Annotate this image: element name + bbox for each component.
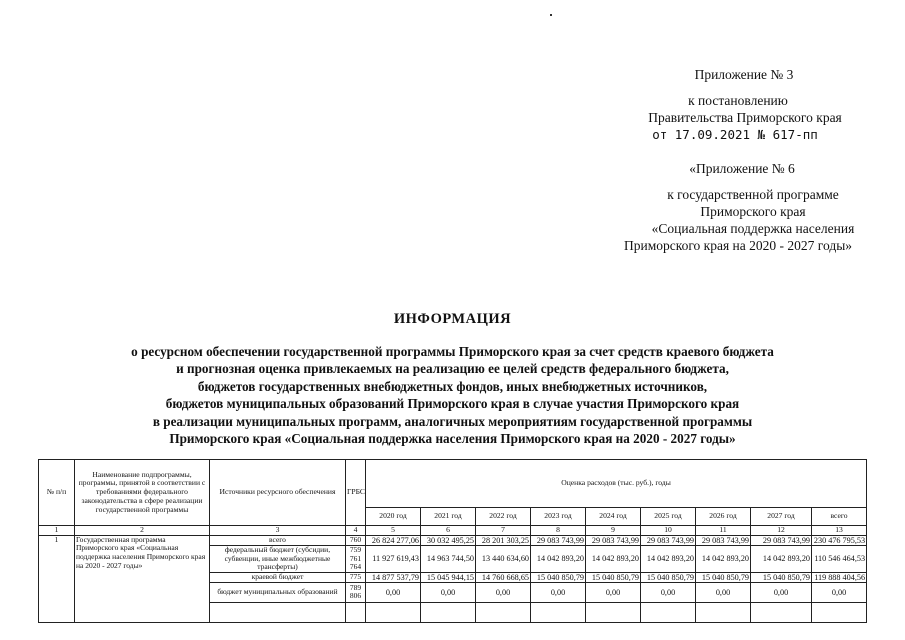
program-ref-block <box>580 186 890 254</box>
value-cell: 14 042 893,20 <box>531 545 586 572</box>
col-number: 6 <box>421 526 476 536</box>
government-name: Правительства Приморского края <box>648 110 842 125</box>
value-cell: 15 040 850,79 <box>586 572 641 582</box>
resolution-ref: к постановлению <box>688 93 788 108</box>
program-name-line2: Приморского края на 2020 - 2027 годы» <box>623 238 853 253</box>
grbs-code: 760 <box>346 535 366 545</box>
col-number: 5 <box>366 526 421 536</box>
header-estimate: Оценка расходов (тыс. руб.), годы <box>366 460 867 508</box>
header-row <box>39 460 867 508</box>
header-year-total: всего <box>812 508 867 526</box>
subtitle-line: о ресурсном обеспечении государственной программы Приморского края за счет средств краевого бюджета <box>131 344 774 359</box>
annex-number: Приложение № 3 <box>694 67 794 82</box>
header-num: № п/п <box>39 460 75 526</box>
col-number: 1 <box>39 526 75 536</box>
header-name: Наименование подпрограммы, программы, принятой в соответствии с требованиями федерального законодательства в сфере реализации государственной программы <box>75 460 210 526</box>
header-year: 2024 год <box>586 508 641 526</box>
program-annex-block <box>580 160 890 177</box>
value-cell: 0,00 <box>531 582 586 602</box>
col-number: 9 <box>586 526 641 536</box>
subtitle-line: и прогнозная оценка привлекаемых на реализацию ее целей средств федерального бюджета, <box>176 361 729 377</box>
empty-cell <box>476 602 531 622</box>
value-cell: 29 083 743,99 <box>641 535 696 545</box>
value-cell: 15 040 850,79 <box>531 572 586 582</box>
annex-block <box>580 66 890 83</box>
value-cell: 26 824 277,06 <box>366 535 421 545</box>
column-number-row <box>39 526 867 536</box>
value-cell: 11 927 619,43 <box>366 545 421 572</box>
value-cell: 0,00 <box>421 582 476 602</box>
header-grbs: ГРБС <box>346 460 366 526</box>
source-label: бюджет муниципальных образований <box>210 582 346 602</box>
program-name: Государственная программа Приморского края «Социальная поддержка населения Приморского края на 2020 - 2027 годы» <box>75 535 210 622</box>
header-year: 2022 год <box>476 508 531 526</box>
program-region-line: Приморского края <box>700 204 806 219</box>
subtitle-line: бюджетов государственных внебюджетных фондов, иных внебюджетных источников, <box>197 378 708 394</box>
value-cell: 0,00 <box>641 582 696 602</box>
header-year: 2020 год <box>366 508 421 526</box>
value-cell: 14 877 537,79 <box>366 572 421 582</box>
col-number: 12 <box>751 526 812 536</box>
empty-cell <box>366 602 421 622</box>
col-number: 10 <box>641 526 696 536</box>
value-cell: 14 042 893,20 <box>696 545 751 572</box>
value-total-cell: 0,00 <box>812 582 867 602</box>
grbs-code: 759 761 764 <box>346 545 366 572</box>
empty-cell <box>531 602 586 622</box>
value-cell: 29 083 743,99 <box>586 535 641 545</box>
empty-cell <box>812 602 867 622</box>
program-ref-line: к государственной программе <box>667 187 839 202</box>
subtitle-line: Приморского края «Социальная поддержка населения Приморского края на 2020 - 2027 годы» <box>169 431 736 447</box>
scan-speck <box>550 14 552 16</box>
header-year: 2025 год <box>641 508 696 526</box>
value-cell: 14 760 668,65 <box>476 572 531 582</box>
value-cell: 15 040 850,79 <box>696 572 751 582</box>
subtitle-line: в реализации муниципальных программ, аналогичных мероприятиям государственной программы <box>152 413 753 429</box>
value-cell: 14 042 893,20 <box>641 545 696 572</box>
value-cell: 28 201 303,25 <box>476 535 531 545</box>
value-cell: 0,00 <box>476 582 531 602</box>
source-label: всего <box>210 535 346 545</box>
value-cell: 29 083 743,99 <box>696 535 751 545</box>
value-cell: 0,00 <box>366 582 421 602</box>
value-total-cell: 110 546 464,53 <box>812 545 867 572</box>
table-row <box>39 535 867 545</box>
header-year: 2026 год <box>696 508 751 526</box>
resolution-date: от 17.09.2021 № 617-пп <box>652 127 818 142</box>
document-title: ИНФОРМАЦИЯ <box>393 311 512 327</box>
header-year: 2021 год <box>421 508 476 526</box>
subtitle-line: бюджетов муниципальных образований Приморского края в случае участия Приморского края <box>165 396 740 412</box>
col-number: 11 <box>696 526 751 536</box>
document-subtitle <box>30 343 875 447</box>
value-cell: 0,00 <box>586 582 641 602</box>
header-sources: Источники ресурсного обеспечения <box>210 460 346 526</box>
source-label: федеральный бюджет (субсидии, субвенции, иные межбюджетные трансферты) <box>210 545 346 572</box>
source-label: краевой бюджет <box>210 572 346 582</box>
resolution-block <box>580 92 890 143</box>
header-year: 2027 год <box>751 508 812 526</box>
empty-cell <box>751 602 812 622</box>
value-cell: 29 083 743,99 <box>751 535 812 545</box>
col-number: 7 <box>476 526 531 536</box>
empty-cell <box>696 602 751 622</box>
empty-cell <box>586 602 641 622</box>
value-cell: 14 042 893,20 <box>586 545 641 572</box>
header-year: 2023 год <box>531 508 586 526</box>
grbs-code: 775 <box>346 572 366 582</box>
col-number: 4 <box>346 526 366 536</box>
value-cell: 30 032 495,25 <box>421 535 476 545</box>
value-cell: 0,00 <box>751 582 812 602</box>
empty-cell <box>210 602 346 622</box>
program-annex-number: «Приложение № 6 <box>689 161 795 176</box>
value-cell: 14 963 744,50 <box>421 545 476 572</box>
empty-cell <box>421 602 476 622</box>
col-number: 3 <box>210 526 346 536</box>
empty-cell <box>641 602 696 622</box>
value-cell: 15 045 944,15 <box>421 572 476 582</box>
col-number: 13 <box>812 526 867 536</box>
program-num: 1 <box>39 535 75 622</box>
value-cell: 14 042 893,20 <box>751 545 812 572</box>
col-number: 2 <box>75 526 210 536</box>
value-cell: 15 040 850,79 <box>751 572 812 582</box>
value-cell: 29 083 743,99 <box>531 535 586 545</box>
value-total-cell: 119 888 404,56 <box>812 572 867 582</box>
value-cell: 13 440 634,60 <box>476 545 531 572</box>
resource-table <box>38 459 867 623</box>
col-number: 8 <box>531 526 586 536</box>
program-name-line1: «Социальная поддержка населения <box>651 221 855 236</box>
value-cell: 15 040 850,79 <box>641 572 696 582</box>
value-cell: 0,00 <box>696 582 751 602</box>
grbs-code: 789 806 <box>346 582 366 602</box>
empty-cell <box>346 602 366 622</box>
value-total-cell: 230 476 795,53 <box>812 535 867 545</box>
